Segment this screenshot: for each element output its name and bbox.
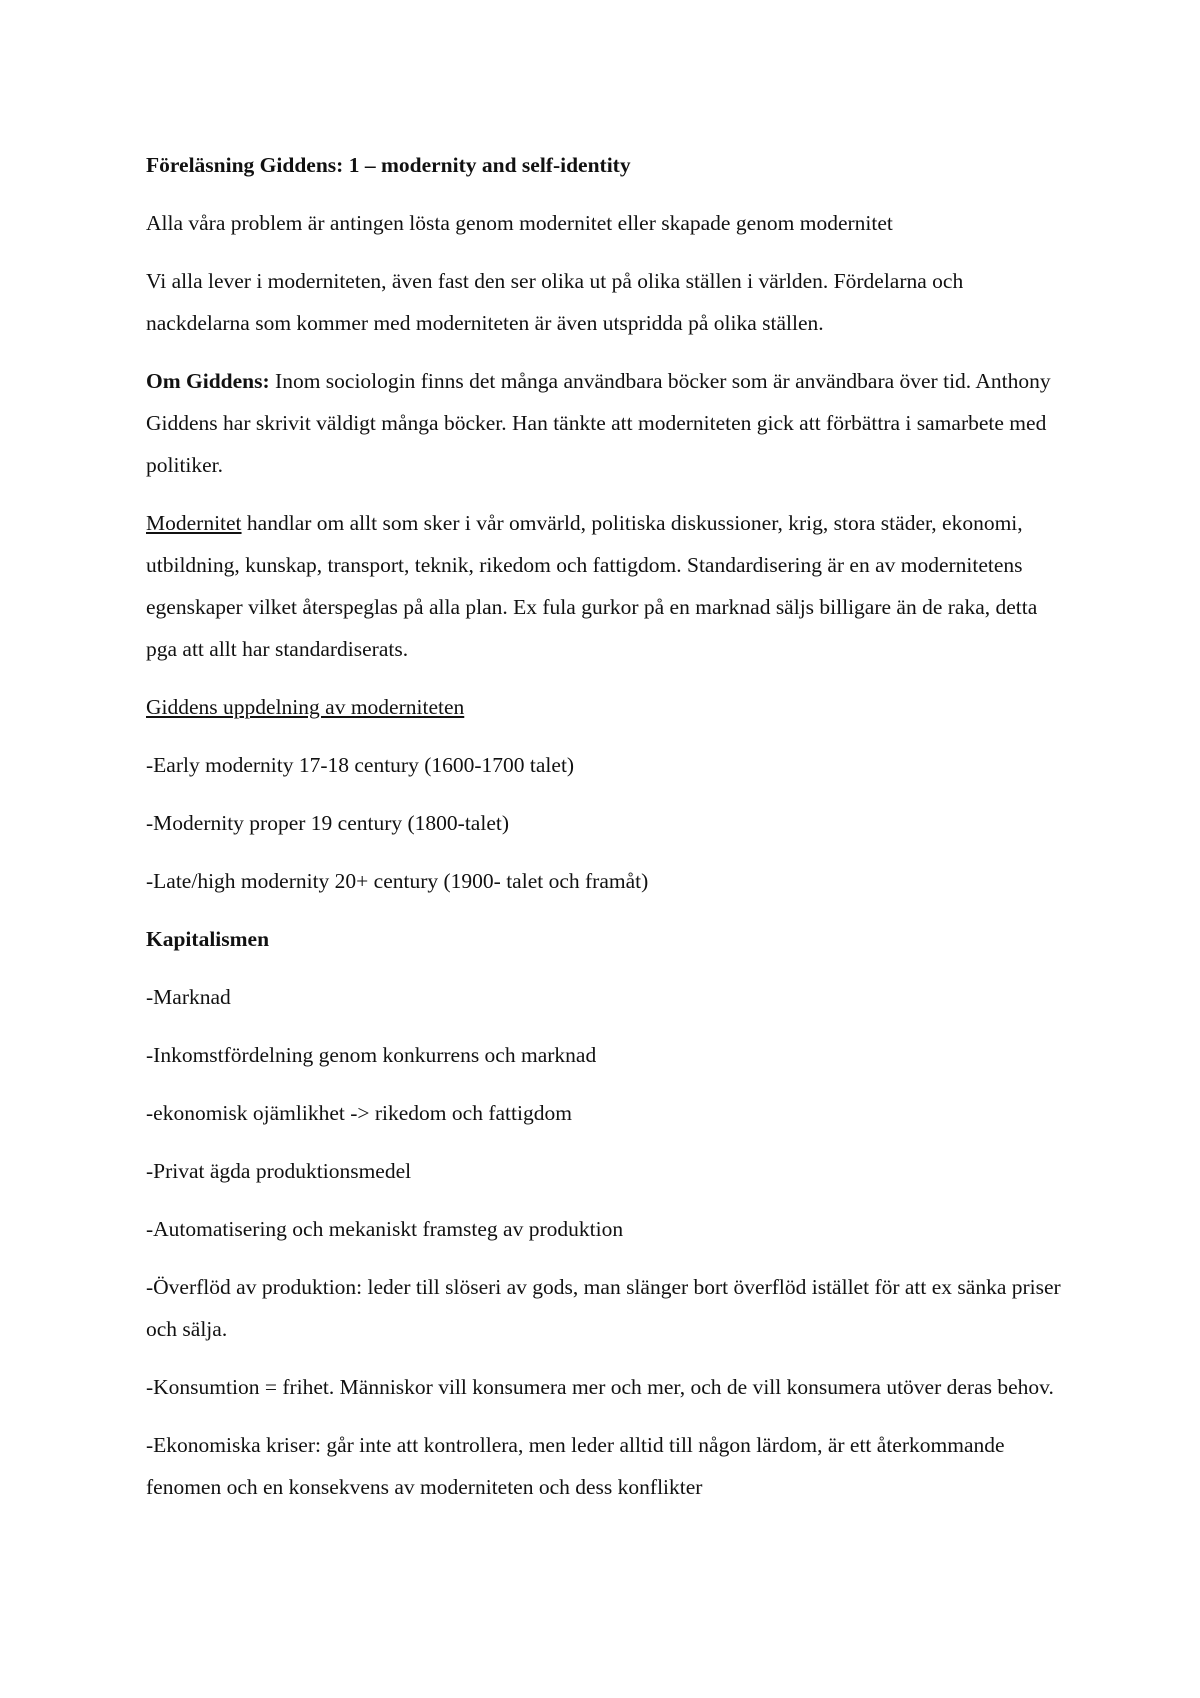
paragraph-modernity-everywhere: Vi alla lever i moderniteten, även fast den ser olika ut på olika ställen i världen. Fördelarna och nackdelarna som kommer med moderniteten är även utspridda på olika ställen.: [146, 269, 964, 335]
about-giddens-text: Inom sociologin finns det många användbara böcker som är användbara över tid. Anthony Giddens har skrivit väldigt många böcker. Han tänkte att moderniteten gick att förbättra i samarbete med politiker.: [146, 369, 1051, 477]
about-giddens-label: Om Giddens:: [146, 369, 270, 393]
capitalism-item: -ekonomisk ojämlikhet -> rikedom och fattigdom: [146, 1101, 572, 1125]
capitalism-item: -Automatisering och mekaniskt framsteg av produktion: [146, 1217, 624, 1241]
paragraph-intro: Alla våra problem är antingen lösta genom modernitet eller skapade genom modernitet: [146, 211, 893, 235]
capitalism-item: -Marknad: [146, 985, 231, 1009]
capitalism-item: -Privat ägda produktionsmedel: [146, 1159, 412, 1183]
capitalism-item: -Ekonomiska kriser: går inte att kontrollera, men leder alltid till någon lärdom, är ett återkommande fenomen och en konsekvens av moderniteten och dess konflikter: [146, 1433, 1005, 1499]
modernity-definition-text: handlar om allt som sker i vår omvärld, politiska diskussioner, krig, stora städer, ekonomi, utbildning, kunskap, transport, teknik, rikedom och fattigdom. Standardisering är en av modernitetens egenskaper vilket återspeglas på alla plan. Ex fula gurkor på en marknad säljs billigare än de raka, detta pga att allt har standardiserats.: [146, 511, 1038, 661]
period-item: -Modernity proper 19 century (1800-talet): [146, 811, 509, 835]
period-item: -Early modernity 17-18 century (1600-1700 talet): [146, 753, 575, 777]
period-item: -Late/high modernity 20+ century (1900- talet och framåt): [146, 869, 649, 893]
periods-heading: Giddens uppdelning av moderniteten: [146, 695, 465, 719]
document-body: [146, 144, 1066, 1524]
document-title: Föreläsning Giddens: 1 – modernity and self-identity: [146, 153, 631, 177]
capitalism-item: -Överflöd av produktion: leder till slöseri av gods, man slänger bort överflöd istället för att ex sänka priser och sälja.: [146, 1275, 1061, 1341]
paragraph-modernity-definition: [146, 502, 1066, 670]
capitalism-item: -Konsumtion = frihet. Människor vill konsumera mer och mer, och de vill konsumera utöver deras behov.: [146, 1375, 1054, 1399]
paragraph-about-giddens: [146, 360, 1066, 486]
modernity-term: Modernitet: [146, 511, 242, 535]
capitalism-heading: Kapitalismen: [146, 927, 270, 951]
capitalism-item: -Inkomstfördelning genom konkurrens och marknad: [146, 1043, 597, 1067]
